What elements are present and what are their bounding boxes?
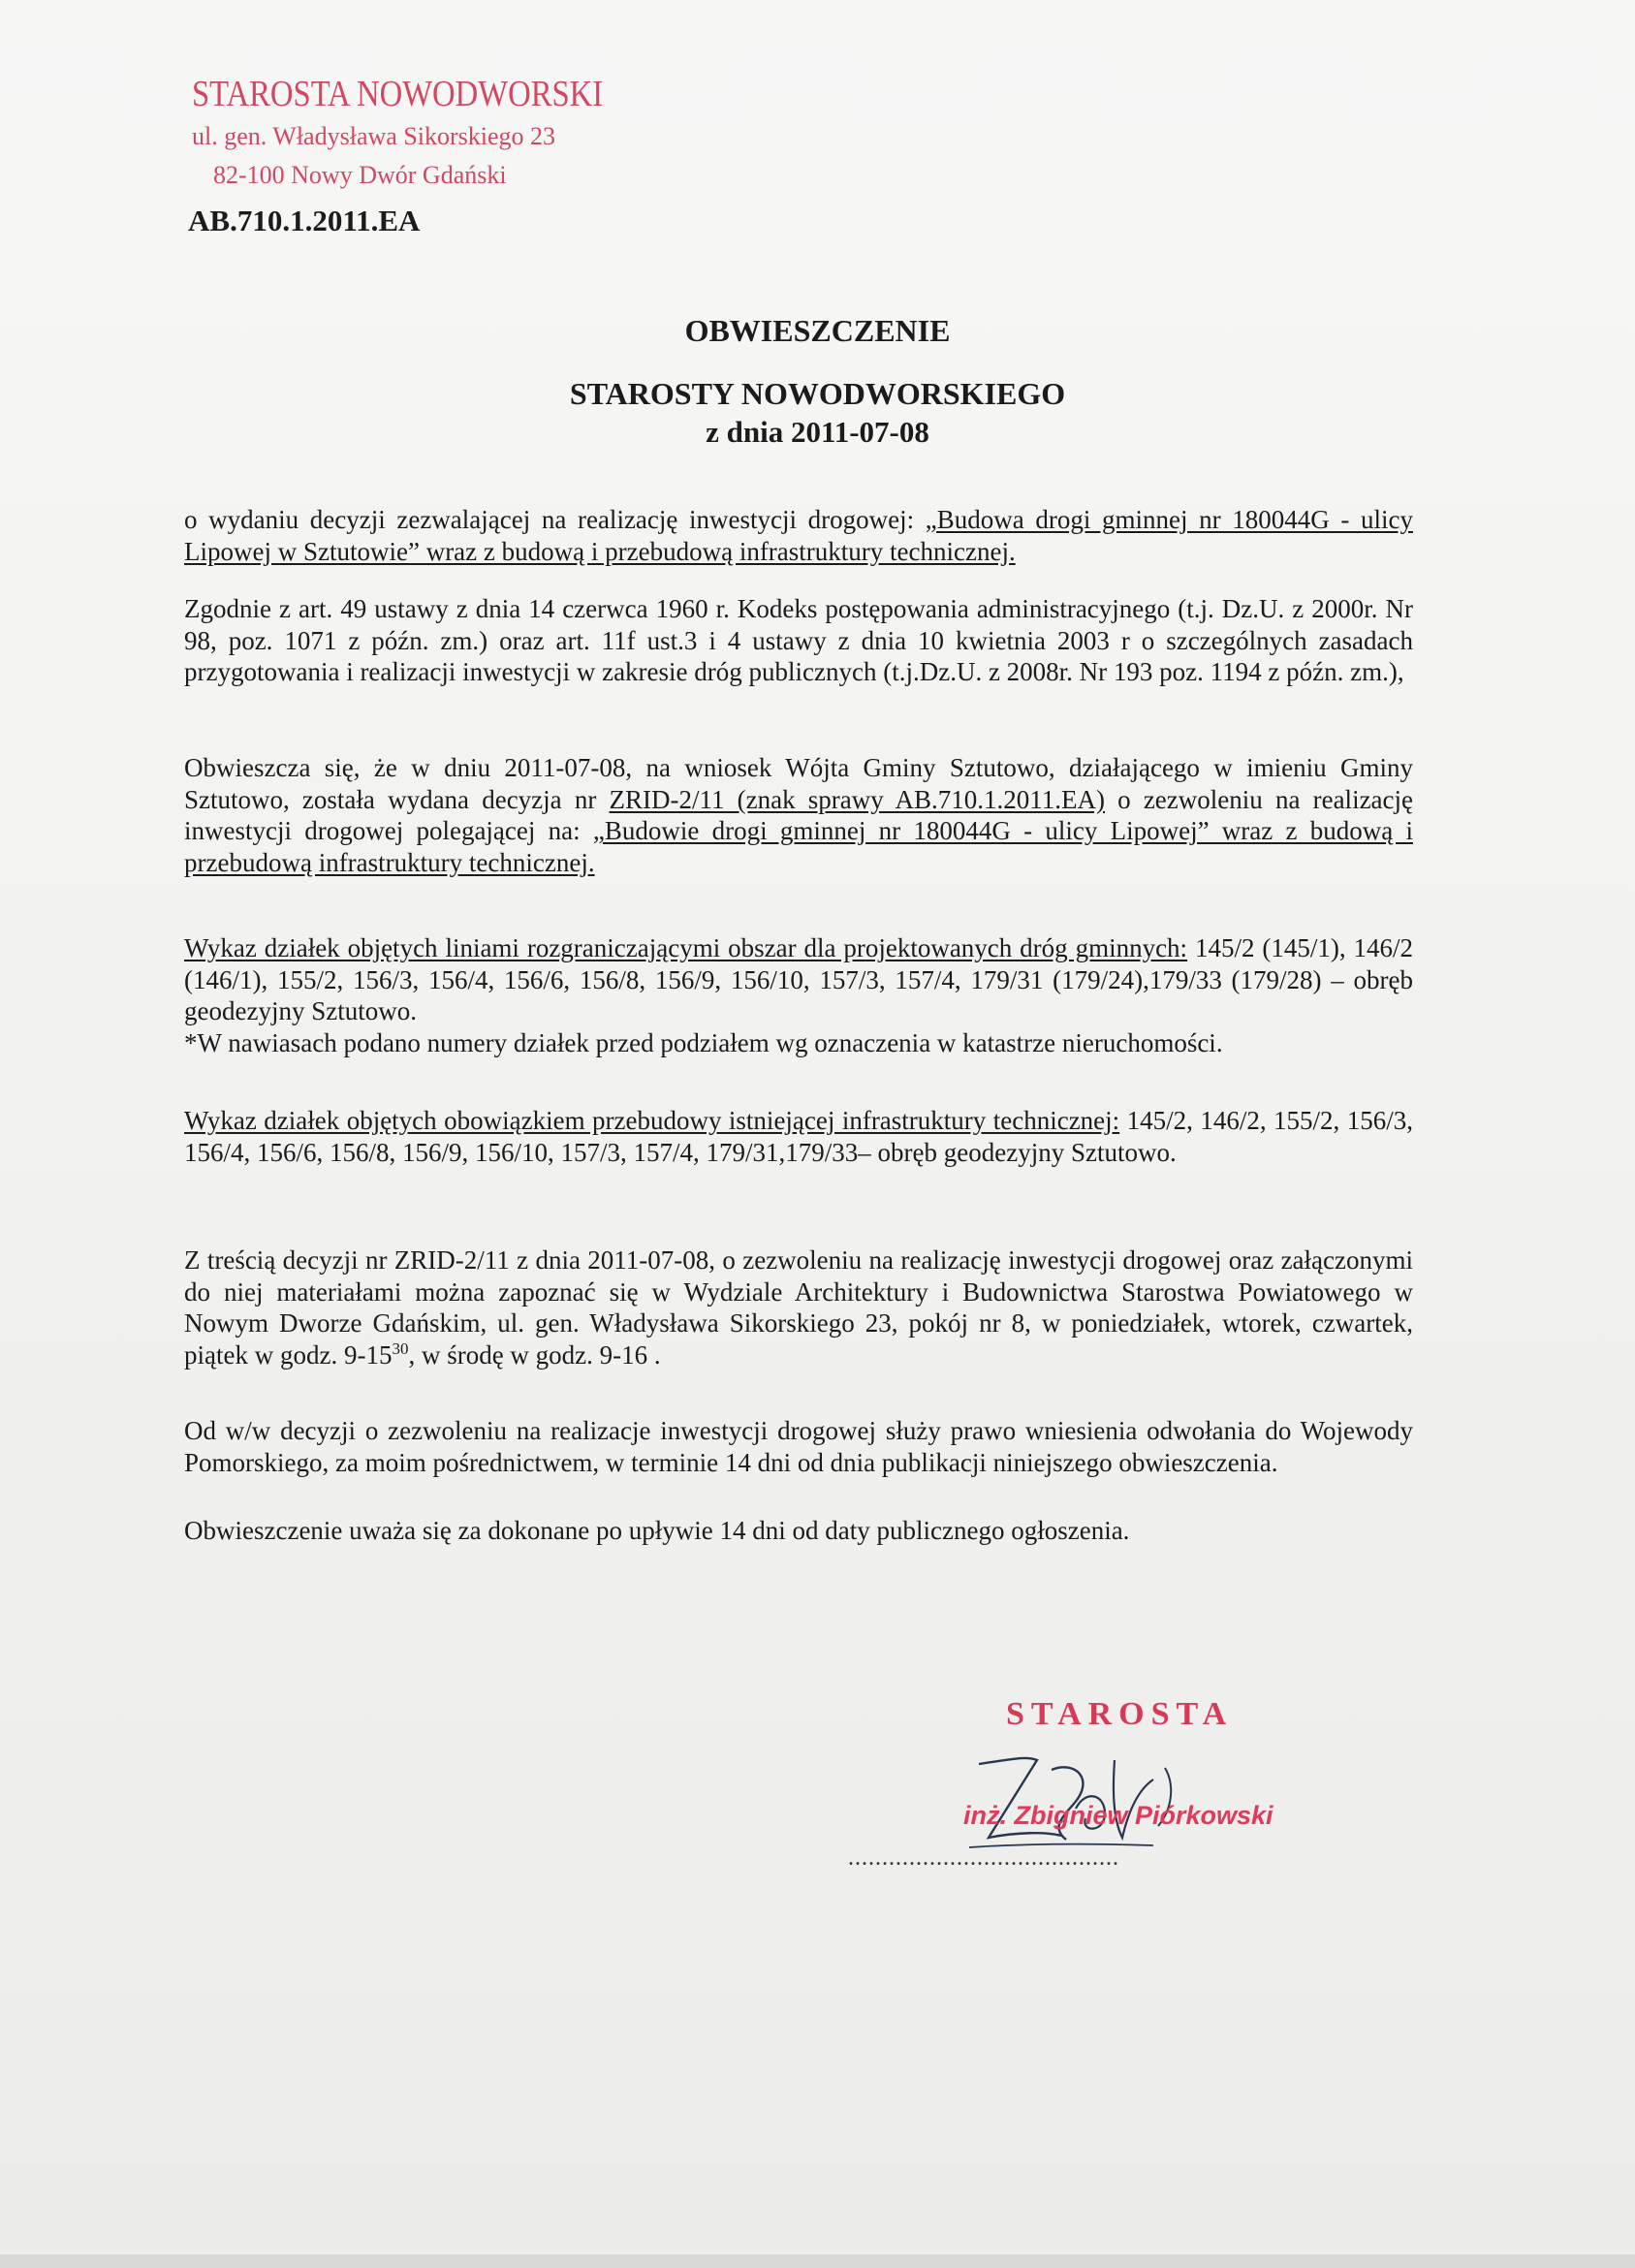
stamp-office-name: STAROSTA NOWODWORSKI: [192, 74, 604, 114]
appeal-paragraph: Od w/w decyzji o zezwoleniu na realizacje inwestycji drogowej służy prawo wniesienia odwołania do Wojewody Pomorskiego, za moim pośrednictwem, w terminie 14 dni od dnia publikacji niniejszego obwieszczenia.: [184, 1416, 1413, 1477]
office-stamp: [192, 74, 670, 189]
inspection-info-text: Z treścią decyzji nr ZRID-2/11 z dnia 2011-07-08, o zezwoleniu na realizację inwestycji drogowej oraz załączonymi do niej materiałami można zapoznać się w Wydziale Architektury i Budownictwa Starostwa Powiatowego w Nowym Dworze Gdańskim, ul. gen. Władysława Sikorskiego 23, pokój nr 8, w poniedziałek, wtorek, czwartek, piątek w godz. 9-15: [184, 1245, 1413, 1370]
legal-basis-paragraph: Zgodnie z art. 49 ustawy z dnia 14 czerwca 1960 r. Kodeks postępowania administracyjnego (t.j. Dz.U. z 2000r. Nr 98, poz. 1071 z późn. zm.) oraz art. 11f ust.3 i 4 ustawy z dnia 10 kwietnia 2003 r o szczególnych zasadach przygotowania i realizacji inwestycji w zakresie dróg publicznych (t.j.Dz.U. z 2008r. Nr 193 poz. 1194 z późn. zm.),: [184, 594, 1413, 687]
document-date: z dnia 2011-07-08: [706, 415, 929, 449]
inspection-info-paragraph: [184, 1244, 1413, 1371]
signature-title: STAROSTA: [1006, 1696, 1234, 1732]
announcement-paragraph: [184, 752, 1413, 879]
plots-list: 145/2 (145/1), 146/2 (146/1), 155/2, 156/3, 156/4, 156/6, 156/8, 156/9, 156/10, 157/3, 157/4, 179/31 (179/24),179/33 (179/28) – obręb geodezyjny Sztutowo.: [184, 933, 1413, 1026]
issuing-authority: STAROSTY NOWODWORSKIEGO: [569, 376, 1066, 411]
infrastructure-plots-heading: Wykaz działek objętych obowiązkiem przebudowy istniejącej infrastruktury technicznej:: [184, 1106, 1120, 1135]
subject-paragraph: [184, 504, 1413, 567]
announcement-text: Obwieszcza się, że w dniu 2011-07-08, na wniosek Wójta Gminy Sztutowo, działającego w imieniu Gminy Sztutowo, została wydana decyzja nr: [184, 753, 1413, 814]
plots-list-heading: Wykaz działek objętych liniami rozgraniczającymi obszar dla projektowanych dróg gminnych:: [184, 933, 1188, 962]
investment-name: „Budowa drogi gminnej nr 180044G - ulicy Lipowej w Sztutowie” wraz z budową i przebudową infrastruktury technicznej.: [184, 505, 1413, 566]
plots-note: *W nawiasach podano numery działek przed podziałem wg oznaczenia w katastrze nieruchomości.: [184, 1027, 1223, 1057]
case-reference: AB.710.1.2011.EA: [188, 204, 421, 237]
plots-list-paragraph: [184, 932, 1413, 1059]
infrastructure-plots-paragraph: [184, 1105, 1413, 1168]
infrastructure-plots-list: 145/2, 146/2, 155/2, 156/3, 156/4, 156/6, 156/8, 156/9, 156/10, 157/3, 157/4, 179/31,179/33– obręb geodezyjny Sztutowo.: [184, 1106, 1413, 1167]
hours-superscript: 30: [392, 1339, 409, 1358]
signature-block: [843, 1696, 1328, 1871]
subject-text: o wydaniu decyzji zezwalającej na realizację inwestycji drogowej:: [184, 505, 926, 534]
announcement-text-continued: o zezwoleniu na realizację inwestycji drogowej polegającej na:: [184, 784, 1414, 846]
signature-line: ........................................: [848, 1845, 1119, 1871]
stamp-city: 82-100 Nowy Dwór Gdański: [213, 160, 507, 189]
decision-number: ZRID-2/11 (znak sprawy AB.710.1.2011.EA): [609, 784, 1105, 814]
investment-description: „Budowie drogi gminnej nr 180044G - ulicy Lipowej” wraz z budową i przebudową infrastruktury technicznej.: [184, 816, 1413, 877]
inspection-info-end: , w środę w godz. 9-16 .: [408, 1339, 661, 1370]
document-title: OBWIESZCZENIE: [684, 313, 951, 348]
effective-date-paragraph: Obwieszczenie uważa się za dokonane po upływie 14 dni od daty publicznego ogłoszenia.: [184, 1516, 1130, 1545]
signatory-name: inż. Zbigniew Piórkowski: [963, 1801, 1273, 1830]
stamp-street: ul. gen. Władysława Sikorskiego 23: [192, 121, 556, 150]
